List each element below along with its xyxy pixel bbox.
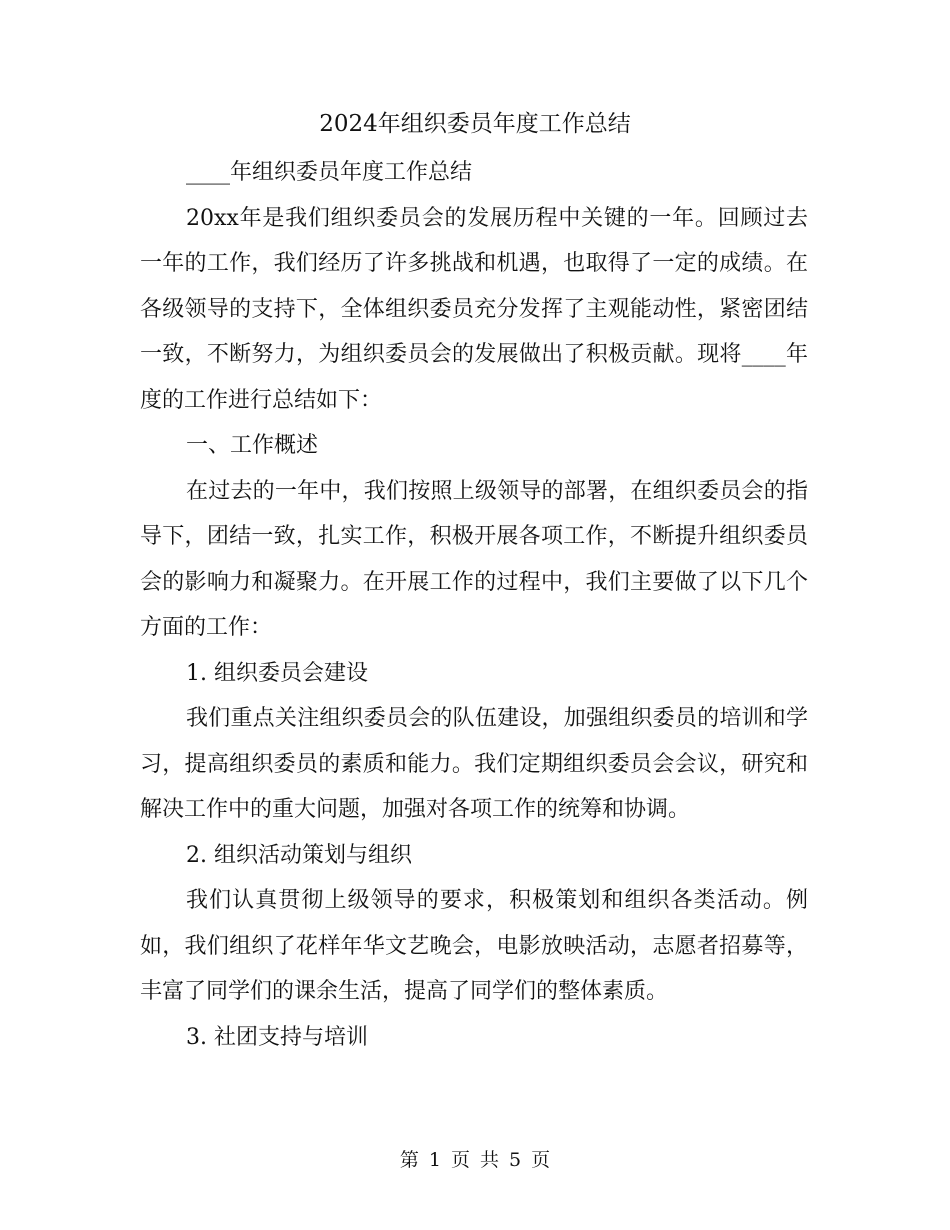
item-heading-activity-planning: 2. 组织活动策划与组织 xyxy=(186,842,412,868)
item-heading-club-support: 3. 社团支持与培训 xyxy=(186,1024,368,1050)
overview-paragraph: 在过去的一年中，我们按照上级领导的部署，在组织委员会的指导下，团结一致，扎实工作，积极开展各项工作，不断提升组织委员会的影响力和凝聚力。在开展工作的过程中，我们主要做了以下几个方面的工作： xyxy=(140,478,808,640)
page-footer: 第 1 页 共 5 页 xyxy=(399,1149,551,1171)
document-subtitle: ____年组织委员年度工作总结 xyxy=(186,160,473,185)
document-body xyxy=(140,150,808,1060)
section-heading-overview: 一、工作概述 xyxy=(186,433,319,458)
intro-paragraph: 20xx年是我们组织委员会的发展历程中关键的一年。回顾过去一年的工作，我们经历了许多挑战和机遇，也取得了一定的成绩。在各级领导的支持下，全体组织委员充分发挥了主观能动性，紧密团结一致，不断努力，为组织委员会的发展做出了积极贡献。现将____年度的工作进行总结如下： xyxy=(140,205,808,413)
item-heading-committee-building: 1. 组织委员会建设 xyxy=(186,660,368,686)
document-title: 2024年组织委员年度工作总结 xyxy=(319,111,631,137)
activity-planning-paragraph: 我们认真贯彻上级领导的要求，积极策划和组织各类活动。例如，我们组织了花样年华文艺晚会，电影放映活动，志愿者招募等，丰富了同学们的课余生活，提高了同学们的整体素质。 xyxy=(140,888,808,1004)
committee-building-paragraph: 我们重点关注组织委员会的队伍建设，加强组织委员的培训和学习，提高组织委员的素质和能力。我们定期组织委员会会议，研究和解决工作中的重大问题，加强对各项工作的统筹和协调。 xyxy=(140,706,808,822)
